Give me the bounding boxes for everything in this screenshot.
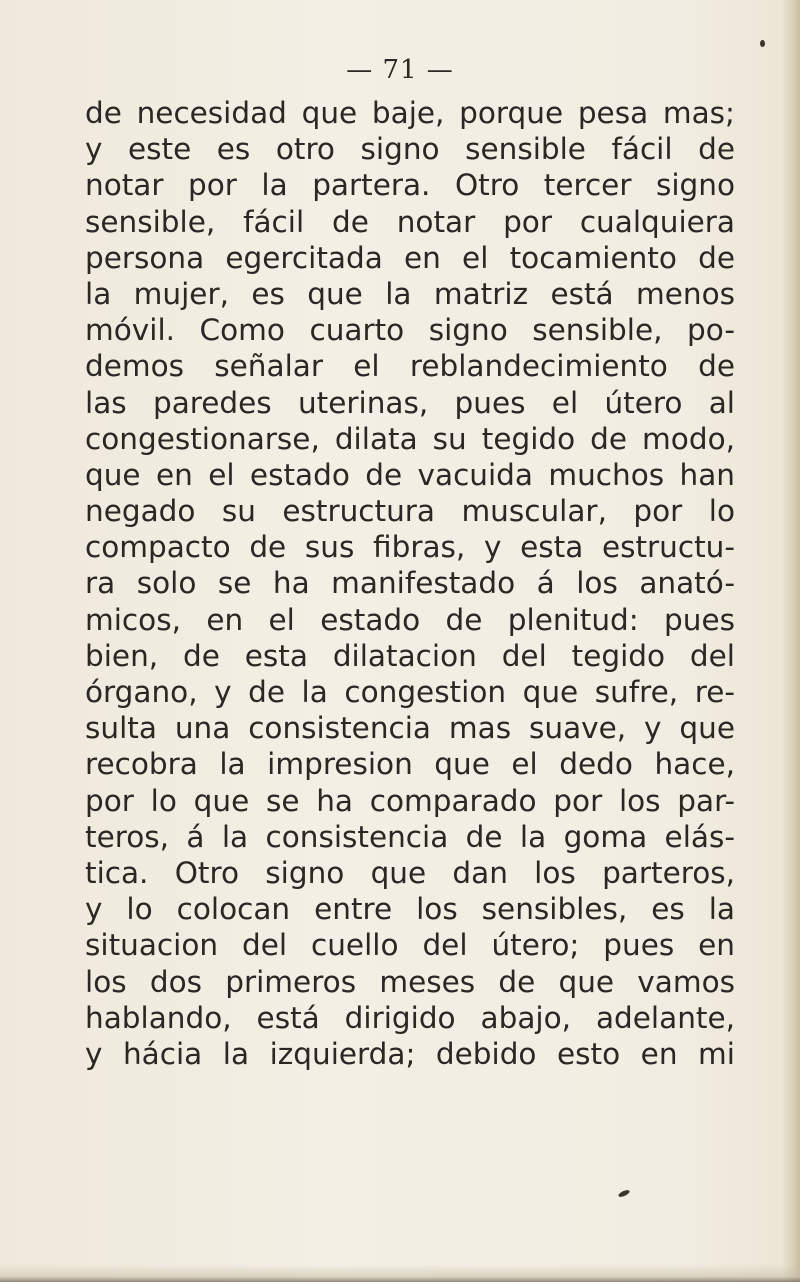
text-line: las paredes uterinas, pues el útero al	[85, 385, 735, 420]
text-line: compacto de sus fibras, y esta estructu-	[85, 530, 735, 565]
text-line: por lo que se ha comparado por los par-	[85, 783, 735, 818]
text-line: negado su estructura muscular, por lo	[85, 494, 735, 529]
text-line: y hácia la izquierda; debido esto en mi	[85, 1036, 735, 1071]
text-line: teros, á la consistencia de la goma elás-	[85, 819, 735, 854]
ink-speck	[618, 1189, 631, 1199]
text-line: tica. Otro signo que dan los parteros,	[85, 855, 735, 890]
text-line: órgano, y de la congestion que sufre, re-	[85, 675, 735, 709]
ink-speck	[760, 40, 765, 47]
text-line: y este es otro signo sensible fácil de	[85, 132, 735, 167]
body-text	[85, 95, 735, 1072]
page-number: — 71 —	[346, 55, 454, 85]
text-line: congestionarse, dilata su tegido de modo,	[85, 421, 735, 456]
text-line: móvil. Como cuarto signo sensible, po-	[85, 313, 735, 348]
text-line: persona egercitada en el tocamiento de	[85, 240, 735, 275]
page-edge-shadow	[782, 0, 800, 1282]
text-line: situacion del cuello del útero; pues en	[85, 928, 735, 963]
text-line: recobra la impresion que el dedo hace,	[85, 747, 735, 782]
text-line: sensible, fácil de notar por cualquiera	[85, 204, 735, 239]
page-bottom-shadow	[0, 1264, 800, 1282]
text-line: que en el estado de vacuida muchos han	[85, 457, 735, 492]
text-line: micos, en el estado de plenitud: pues	[85, 602, 735, 637]
text-line: notar por la partera. Otro tercer signo	[85, 168, 735, 203]
text-line: demos señalar el reblandecimiento de	[85, 349, 735, 384]
text-line: bien, de esta dilatacion del tegido del	[85, 638, 735, 673]
text-line: la mujer, es que la matriz está menos	[85, 276, 735, 311]
text-line: y lo colocan entre los sensibles, es la	[85, 892, 735, 927]
text-line: sulta una consistencia mas suave, y que	[85, 711, 735, 746]
text-line: ra solo se ha manifestado á los anató-	[85, 566, 735, 601]
text-line: los dos primeros meses de que vamos	[85, 964, 735, 999]
text-line: hablando, está dirigido abajo, adelante,	[85, 1000, 735, 1035]
text-line: de necesidad que baje, porque pesa mas;	[85, 96, 735, 130]
